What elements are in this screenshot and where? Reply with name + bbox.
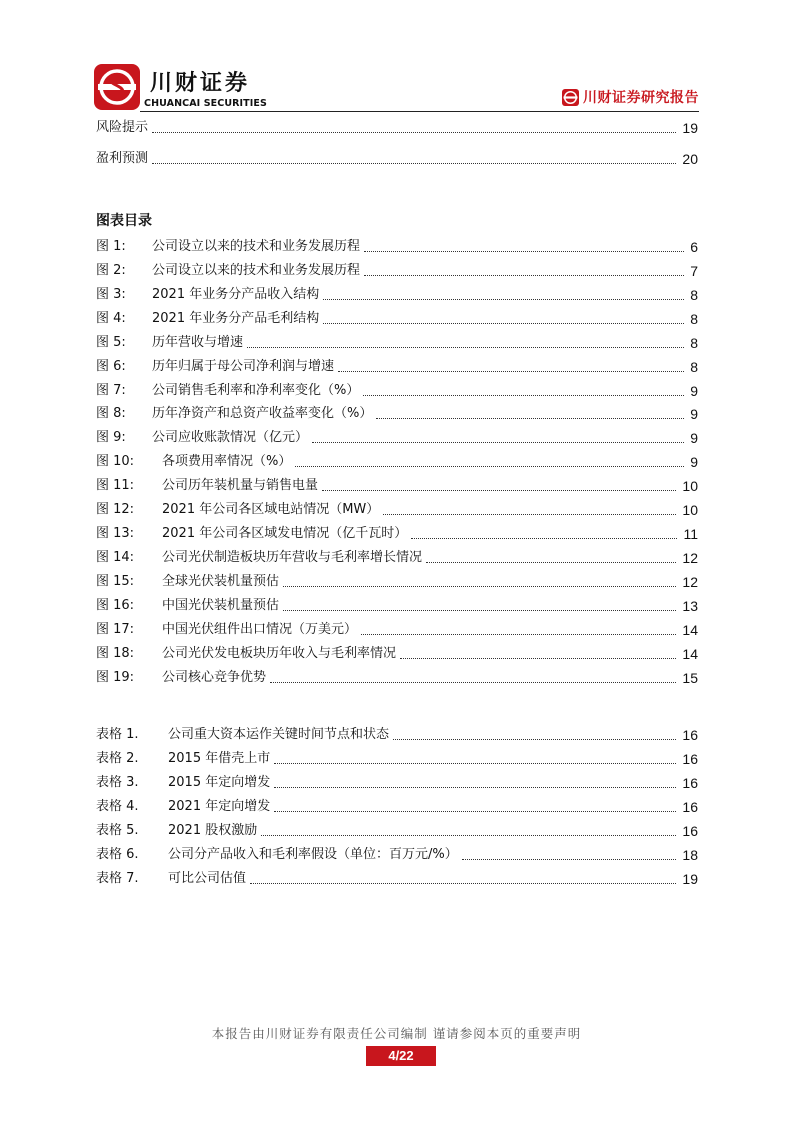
figure-page: 8 [690,335,698,351]
table-number: 表格 2. [96,751,139,766]
figure-number: 图 12: [96,502,135,517]
figure-entry[interactable] [96,381,698,401]
toc-leader-dots [323,323,684,324]
toc-leader-dots [152,163,676,164]
figure-page: 11 [683,526,698,542]
toc-leader-dots [400,658,676,659]
toc-leader-dots [270,682,676,683]
figure-number: 图 15: [96,574,135,589]
footer-disclaimer: 本报告由川财证券有限责任公司编制 谨请参阅本页的重要声明 [211,1026,582,1041]
table-page: 16 [682,799,698,815]
figure-number: 图 4: [96,311,126,326]
figure-number: 图 11: [96,478,135,493]
figure-entry[interactable] [96,309,698,329]
toc-leader-dots [363,395,684,396]
figure-entry[interactable] [96,237,698,257]
toc-entry-page: 19 [682,120,698,136]
toc-leader-dots [274,763,676,764]
figure-page: 14 [682,646,698,662]
figure-number: 图 10: [96,454,135,469]
figure-entry[interactable] [96,620,698,640]
figure-title: 公司设立以来的技术和业务发展历程 [152,239,361,254]
table-entry[interactable] [96,725,698,745]
figure-number: 图 13: [96,526,135,541]
table-number: 表格 4. [96,799,139,814]
toc-leader-dots [250,883,676,884]
figure-title: 公司历年装机量与销售电量 [162,478,319,493]
figure-page: 9 [690,454,698,470]
toc-leader-dots [364,275,684,276]
figure-title: 各项费用率情况（%） [162,454,292,469]
figure-number: 图 16: [96,598,135,613]
table-title: 2015 年定向增发 [168,775,271,790]
toc-leader-dots [462,859,677,860]
figure-entry[interactable] [96,428,698,448]
figure-page: 9 [690,430,698,446]
figure-title: 中国光伏装机量预估 [162,598,280,613]
toc-entry-title: 盈利预测 [96,151,149,166]
table-title: 公司分产品收入和毛利率假设（单位：百万元/%） [168,847,458,862]
table-title: 可比公司估值 [168,871,247,886]
figure-title: 中国光伏组件出口情况（万美元） [162,622,358,637]
toc-leader-dots [261,835,676,836]
figure-entry[interactable] [96,285,698,305]
figure-entry[interactable] [96,596,698,616]
table-number: 表格 7. [96,871,139,886]
toc-leader-dots [274,811,676,812]
figure-entry[interactable] [96,333,698,353]
figure-title: 公司核心竞争优势 [162,670,267,685]
table-page: 16 [682,727,698,743]
table-page: 16 [682,751,698,767]
table-page: 16 [682,823,698,839]
figure-title: 公司销售毛利率和净利率变化（%） [152,383,360,398]
figure-page: 7 [690,263,698,279]
table-title: 2021 年定向增发 [168,799,271,814]
table-entry[interactable] [96,869,698,889]
figure-page: 10 [682,502,698,518]
table-entry[interactable] [96,749,698,769]
figure-title: 历年净资产和总资产收益率变化（%） [152,406,373,421]
company-name-cn: 川财证券 [150,71,251,96]
figure-entry[interactable] [96,476,698,496]
figure-entry[interactable] [96,500,698,520]
figure-number: 图 1: [96,239,126,254]
figure-title: 公司光伏发电板块历年收入与毛利率情况 [162,646,397,661]
table-title: 2015 年借壳上市 [168,751,271,766]
table-number: 表格 6. [96,847,139,862]
figure-entry[interactable] [96,644,698,664]
toc-leader-dots [426,562,676,563]
figure-number: 图 2: [96,263,126,278]
figure-entry[interactable] [96,261,698,281]
figure-title: 2021 年业务分产品毛利结构 [152,311,320,326]
figure-title: 2021 年公司各区域电站情况（MW） [162,502,380,517]
figure-number: 图 18: [96,646,135,661]
toc-entry[interactable] [96,118,698,138]
toc-entry[interactable] [96,149,698,169]
table-entry[interactable] [96,797,698,817]
figure-number: 图 3: [96,287,126,302]
toc-leader-dots [376,418,684,419]
figure-page: 6 [690,239,698,255]
figure-number: 图 9: [96,430,126,445]
figure-page: 8 [690,359,698,375]
table-entry[interactable] [96,773,698,793]
figure-page: 13 [682,598,698,614]
table-number: 表格 1. [96,727,139,742]
toc-leader-dots [411,538,677,539]
table-title: 2021 股权激励 [168,823,258,838]
company-name-en: CHUANCAI SECURITIES [144,98,267,109]
toc-leader-dots [274,787,676,788]
figure-entry[interactable] [96,452,698,472]
figure-title: 公司应收账款情况（亿元） [152,430,309,445]
figure-title: 历年归属于母公司净利润与增速 [152,359,335,374]
toc-leader-dots [283,610,676,611]
figure-entry[interactable] [96,572,698,592]
toc-leader-dots [361,634,676,635]
figure-page: 8 [690,311,698,327]
figure-entry[interactable] [96,357,698,377]
figure-title: 2021 年公司各区域发电情况（亿千瓦时） [162,526,408,541]
table-title: 公司重大资本运作关键时间节点和状态 [168,727,390,742]
header-divider [140,111,699,112]
report-brand-text: 川财证券研究报告 [583,90,699,106]
toc-entry-page: 20 [682,151,698,167]
toc-leader-dots [364,251,684,252]
figure-title: 公司设立以来的技术和业务发展历程 [152,263,361,278]
figures-heading: 图表目录 [96,213,152,229]
figure-title: 全球光伏装机量预估 [162,574,280,589]
figure-page: 9 [690,406,698,422]
figure-page: 12 [682,550,698,566]
figure-entry[interactable] [96,404,698,424]
table-number: 表格 3. [96,775,139,790]
toc-leader-dots [323,299,684,300]
toc-leader-dots [393,739,676,740]
toc-leader-dots [247,347,684,348]
table-entry[interactable] [96,845,698,865]
figure-page: 14 [682,622,698,638]
figure-number: 图 5: [96,335,126,350]
toc-leader-dots [338,371,684,372]
figure-page: 15 [682,670,698,686]
figure-page: 12 [682,574,698,590]
toc-leader-dots [383,514,676,515]
table-page: 18 [682,847,698,863]
figure-number: 图 8: [96,406,126,421]
report-brand [562,87,699,107]
chuancai-logo-icon [94,64,140,110]
figure-entry[interactable] [96,524,698,544]
chuancai-mini-logo-icon [562,89,579,106]
table-entry[interactable] [96,821,698,841]
figure-title: 历年营收与增速 [152,335,244,350]
figure-number: 图 6: [96,359,126,374]
figure-entry[interactable] [96,548,698,568]
figure-title: 2021 年业务分产品收入结构 [152,287,320,302]
figure-number: 图 19: [96,670,135,685]
toc-leader-dots [152,132,676,133]
toc-leader-dots [295,466,684,467]
figure-number: 图 7: [96,383,126,398]
table-page: 19 [682,871,698,887]
figure-entry[interactable] [96,668,698,688]
toc-leader-dots [283,586,676,587]
toc-leader-dots [322,490,676,491]
toc-leader-dots [312,442,684,443]
table-page: 16 [682,775,698,791]
page-number-badge: 4/22 [366,1046,436,1066]
figure-page: 9 [690,383,698,399]
figure-page: 8 [690,287,698,303]
page-header [0,0,793,112]
figure-number: 图 14: [96,550,135,565]
toc-entry-title: 风险提示 [96,120,149,135]
figure-title: 公司光伏制造板块历年营收与毛利率增长情况 [162,550,423,565]
table-number: 表格 5. [96,823,139,838]
figure-number: 图 17: [96,622,135,637]
figure-page: 10 [682,478,698,494]
